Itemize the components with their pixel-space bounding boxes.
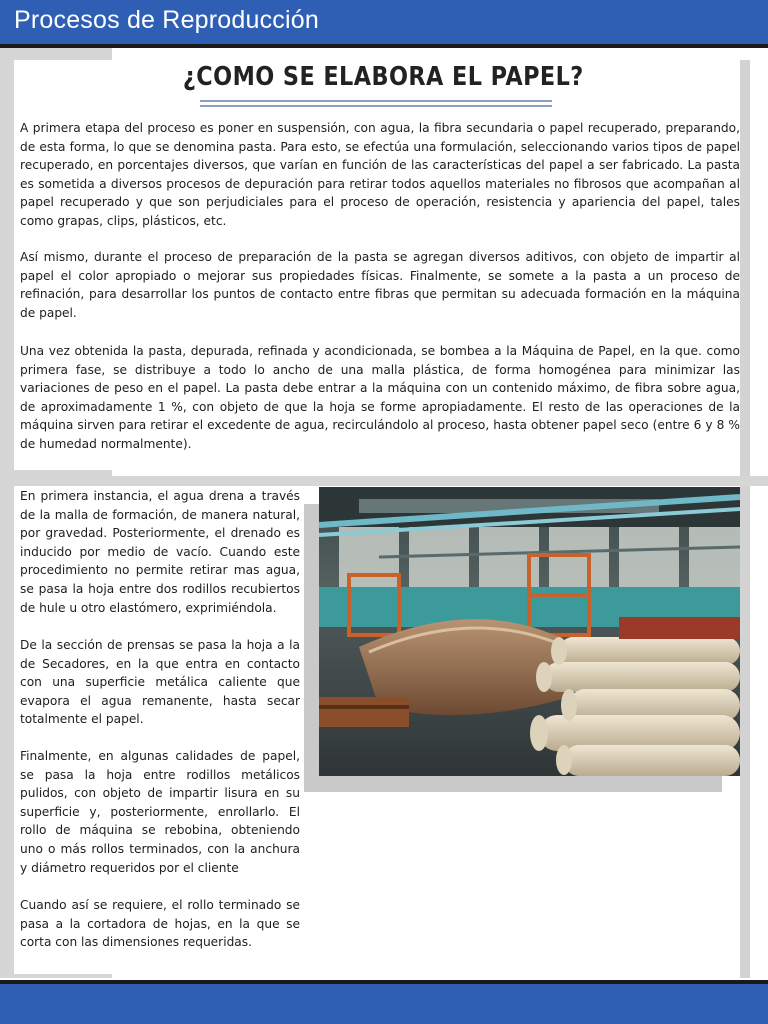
page-header: [0, 0, 768, 44]
paragraph-paper-machine: Una vez obtenida la pasta, depurada, refinada y acondicionada, se bombea a la Máquina de Papel, en la que. como primera fase, se distribuye a todo lo ancho de una malla plástica, de forma homogénea para minimizar las variaciones de peso en el papel. La pasta debe entrar a la máquina con un contenido máximo, de fibra sobre agua, de aproximadamente 1 %, con objeto de que la hoja se forme apropiadamente. El resto de las operaciones de la máquina sirven para retirar el excedente de agua, recirculándolo al proceso, hasta obtener papel seco (entre 6 y 8 % de humedad normalmente).: [20, 344, 740, 451]
paragraph-cutting: Cuando así se requiere, el rollo terminado se pasa a la cortadora de hojas, en la que se corta con las dimensiones requeridas.: [20, 898, 300, 950]
title-underline: [200, 100, 552, 102]
title-underline-second: [200, 105, 552, 107]
page-footer: [0, 984, 768, 1024]
section-title: Procesos de Reproducción: [14, 6, 319, 34]
middle-divider-band: [0, 476, 768, 486]
paper-factory-photo: [319, 487, 740, 776]
paragraph-drainage: En primera instancia, el agua drena a través de la malla de formación, de manera natural, por gravedad. Posteriormente, el drenado es inducido por medio de vacío. Cuando este procedimiento no permite retirar mas agua, se pasa la hoja entre dos rodillos recubiertos de hule u otro elastómero, exprimiéndola.: [20, 489, 300, 615]
paragraph-additives: Así mismo, durante el proceso de preparación de la pasta se agregan diversos aditivos, con objeto de impartir al papel el color apropiado o mejorar sus propiedades físicas. Finalmente, se somete a la pasta a un proceso de refinación, para desarrollar los puntos de contacto entre fibras que permitan su adecuada formación en la máquina de papel.: [20, 250, 740, 320]
page-title: ¿COMO SE ELABORA EL PAPEL?: [182, 62, 584, 92]
paragraph-intro: A primera etapa del proceso es poner en suspensión, con agua, la fibra secundaria o papel recuperado, preparando, de esta forma, lo que se denomina pasta. Para esto, se efectúa una formulación, seleccionando varios tipos de papel recuperado, en porcentajes diversos, que varían en función de las características del papel a ser fabricado. La pasta es sometida a diversos procesos de depuración para retirar todos aquellos materiales no fibrosos que acompañan al papel recuperado y que son perjudiciales para el proceso de operación, resistencia y apariencia del papel, tales como grapas, clips, plásticos, etc.: [20, 121, 740, 228]
paragraph-dryers: De la sección de prensas se pasa la hoja a la de Secadores, en la que entra en contacto con una superficie metálica caliente que evapora el agua remanente, hasta secar totalmente el papel.: [20, 638, 300, 727]
header-divider: [0, 44, 768, 48]
right-decorative-bar: [740, 60, 750, 978]
paragraph-finishing: Finalmente, en algunas calidades de papel, se pasa la hoja entre rodillos metálicos pulidos, con objeto de impartir lisura en su superficie y, posteriormente, enrollarlo. El rollo de máquina se rebobina, obteniendo uno o más rollos terminados, con la anchura y diámetro requeridos por el cliente: [20, 749, 300, 875]
